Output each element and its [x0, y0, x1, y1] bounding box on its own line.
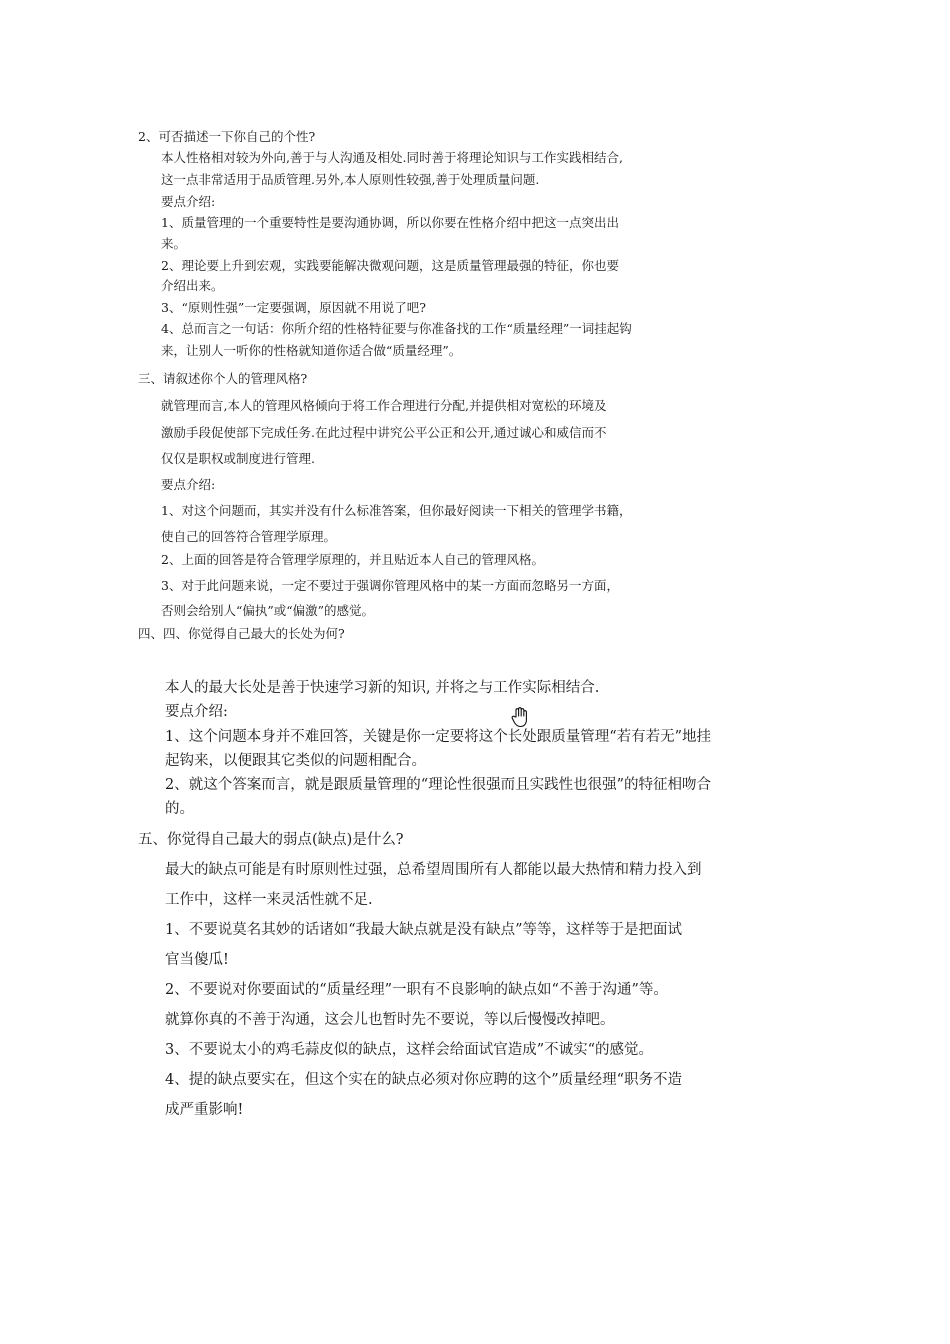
section5-point3: 3、不要说太小的鸡毛蒜皮似的缺点，这样会给面试官造成”不诚实“的感觉。 [165, 1042, 654, 1058]
section3-point1-line1: 1、对这个问题而，其实并没有什么标准答案，但你最好阅读一下相关的管理学书籍， [161, 503, 632, 518]
section5-point4-line2: 成严重影响! [165, 1102, 244, 1118]
section3-heading: 三、请叙述你个人的管理风格? [138, 371, 308, 386]
section2-point4-line1: 4、总而言之一句话：你所介绍的性格特征要与你准备找的工作“质量经理”一词挂起钩 [161, 321, 632, 336]
section5-point1-line1: 1、不要说莫名其妙的话诸如“我最大缺点就是没有缺点”等等，这样等于是把面试 [165, 922, 683, 938]
section4-answer: 本人的最大长处是善于快速学习新的知识, 并将之与工作实际相结合. [165, 680, 600, 696]
section3-point3-line1: 3、对于此问题来说，一定不要过于强调你管理风格中的某一方面而忽略另一方面， [161, 578, 619, 593]
section5-point2-line2: 就算你真的不善于沟通，这会儿也暂时先不要说，等以后慢慢改掉吧。 [165, 1012, 615, 1028]
section3-point2: 2、上面的回答是符合管理学原理的，并且贴近本人自己的管理风格。 [161, 552, 544, 567]
section2-points-label: 要点介绍: [161, 194, 216, 209]
section4-point2-line2: 的。 [165, 801, 194, 817]
section5-point1-line2: 官当傻瓜! [165, 952, 229, 968]
section3-answer-line1: 就管理而言,本人的管理风格倾向于将工作合理进行分配,并提供相对宽松的环境及 [161, 398, 607, 413]
section3-answer-line3: 仅仅是职权或制度进行管理. [161, 451, 315, 466]
section4-heading: 四、四、你觉得自己最大的长处为何? [138, 626, 345, 641]
section5-heading: 五、你觉得自己最大的弱点(缺点)是什么? [138, 832, 404, 848]
section2-point1-line1: 1、质量管理的一个重要特性是要沟通协调，所以你要在性格介绍中把这一点突出出 [161, 215, 619, 230]
section3-point1-line2: 使自己的回答符合管理学原理。 [161, 529, 337, 544]
hand-cursor-icon [510, 706, 530, 728]
section2-point3: 3、“原则性强”一定要强调，原因就不用说了吧? [161, 300, 426, 315]
section4-points-label: 要点介绍: [165, 704, 228, 720]
section2-point2-line1: 2、理论要上升到宏观，实践要能解决微观问题，这是质量管理最强的特征，你也要 [161, 258, 619, 273]
section2-heading: 2、可否描述一下你自己的个性? [138, 129, 316, 144]
section4-point2-line1: 2、就这个答案而言，就是跟质量管理的“理论性很强而且实践性也很强”的特征相吻合 [165, 777, 712, 793]
section3-points-label: 要点介绍: [161, 477, 216, 492]
section4-point1-line1: 1、这个问题本身并不难回答，关键是你一定要将这个长处跟质量管理“若有若无”地挂 [165, 729, 712, 745]
section2-point2-line2: 介绍出来。 [161, 278, 224, 293]
section2-answer-line1: 本人性格相对较为外向,善于与人沟通及相处.同时善于将理论知识与工作实践相结合, [161, 150, 623, 165]
section2-answer-line2: 这一点非常适用于品质管理.另外,本人原则性较强,善于处理质量问题. [161, 172, 540, 187]
section4-point1-line2: 起钩来，以便跟其它类似的问题相配合。 [165, 753, 426, 769]
section3-answer-line2: 激励手段促使部下完成任务.在此过程中讲究公平公正和公开,通过诚心和威信而不 [161, 425, 607, 440]
section5-point4-line1: 4、提的缺点要实在，但这个实在的缺点必须对你应聘的这个”质量经理“职务不造 [165, 1072, 683, 1088]
section5-answer-line1: 最大的缺点可能是有时原则性过强，总希望周围所有人都能以最大热情和精力投入到 [165, 862, 702, 878]
section5-answer-line2: 工作中，这样一来灵活性就不足. [165, 892, 373, 908]
section2-point1-line2: 来。 [161, 236, 187, 251]
section3-point3-line2: 否则会给别人“偏执”或“偏激”的感觉。 [161, 603, 375, 618]
section2-point4-line2: 来，让别人一听你的性格就知道你适合做“质量经理”。 [161, 343, 462, 358]
section5-point2-line1: 2、不要说对你要面试的“质量经理”一职有不良影响的缺点如“不善于沟通”等。 [165, 982, 668, 998]
